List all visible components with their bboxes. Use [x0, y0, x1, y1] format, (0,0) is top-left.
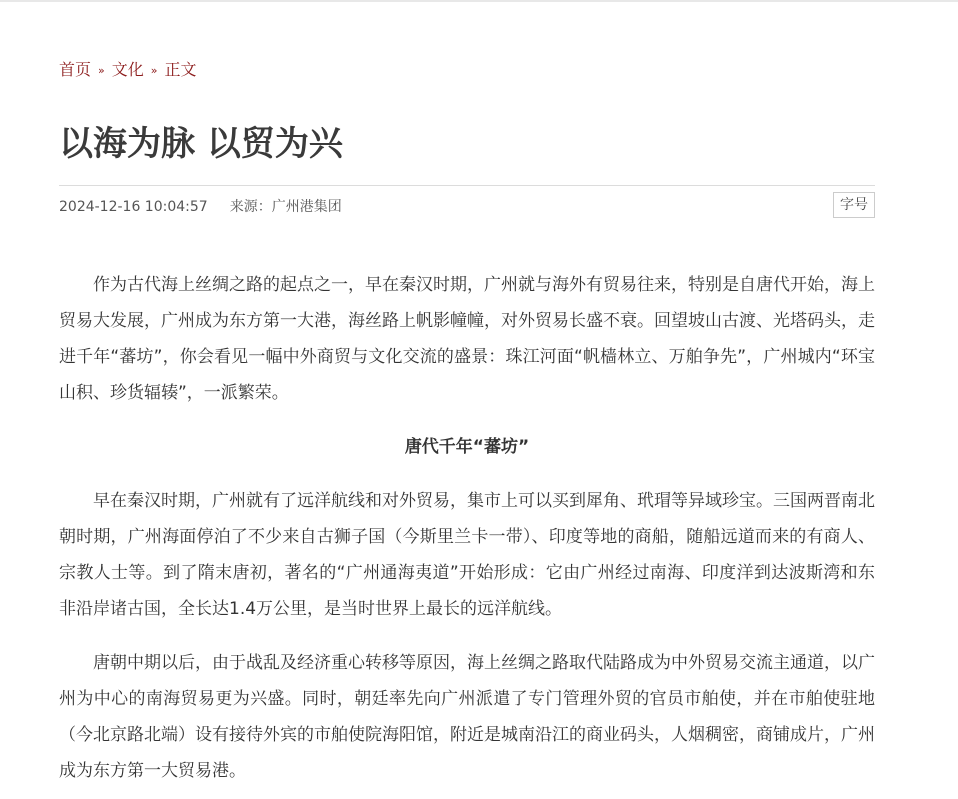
article-paragraph: 唐朝中期以后，由于战乱及经济重心转移等原因，海上丝绸之路取代陆路成为中外贸易交流主通道，以广州为中心的南海贸易更为兴盛。同时，朝廷率先向广州派遣了专门管理外贸的官员市舶使，并在市舶使驻地（今北京路北端）设有接待外宾的市舶使院海阳馆，附近是城南沿江的商业码头，人烟稠密，商铺成片，广州成为东方第一大贸易港。 [59, 653, 875, 781]
publish-datetime: 2024-12-16 10:04:57 [59, 199, 208, 215]
breadcrumb-current-link[interactable]: 正文 [164, 60, 197, 79]
breadcrumb-separator: » [150, 63, 158, 77]
breadcrumb-home-link[interactable]: 首页 [59, 60, 92, 79]
article-meta [59, 197, 342, 217]
breadcrumb [59, 59, 197, 82]
article-source: 来源：广州港集团 [229, 199, 342, 215]
article-meta-bar [59, 185, 875, 230]
font-size-button[interactable]: 字号 [833, 192, 875, 218]
article-paragraph: 早在秦汉时期，广州就有了远洋航线和对外贸易，集市上可以买到犀角、玳瑁等异域珍宝。三国两晋南北朝时期，广州海面停泊了不少来自古狮子国（今斯里兰卡一带）、印度等地的商船，随船远道而来的有商人、宗教人士等。到了隋末唐初，著名的“广州通海夷道”开始形成：它由广州经过南海、印度洋到达波斯湾和东非沿岸诸古国，全长达1.4万公里，是当时世界上最长的远洋航线。 [59, 491, 875, 619]
article-body [59, 267, 875, 799]
article-paragraph: 作为古代海上丝绸之路的起点之一，早在秦汉时期，广州就与海外有贸易往来，特别是自唐代开始，海上贸易大发展，广州成为东方第一大港，海丝路上帆影幢幢，对外贸易长盛不衰。回望坡山古渡、光塔码头，走进千年“蕃坊”，你会看见一幅中外商贸与文化交流的盛景：珠江河面“帆樯林立、万舶争先”，广州城内“环宝山积、珍货辐辏”，一派繁荣。 [59, 275, 875, 403]
breadcrumb-separator: » [98, 63, 105, 77]
article-title: 以海为脉 以贸为兴 [59, 124, 343, 164]
breadcrumb-culture-link[interactable]: 文化 [111, 60, 144, 79]
section-heading: 唐代千年“蕃坊” [404, 437, 530, 457]
